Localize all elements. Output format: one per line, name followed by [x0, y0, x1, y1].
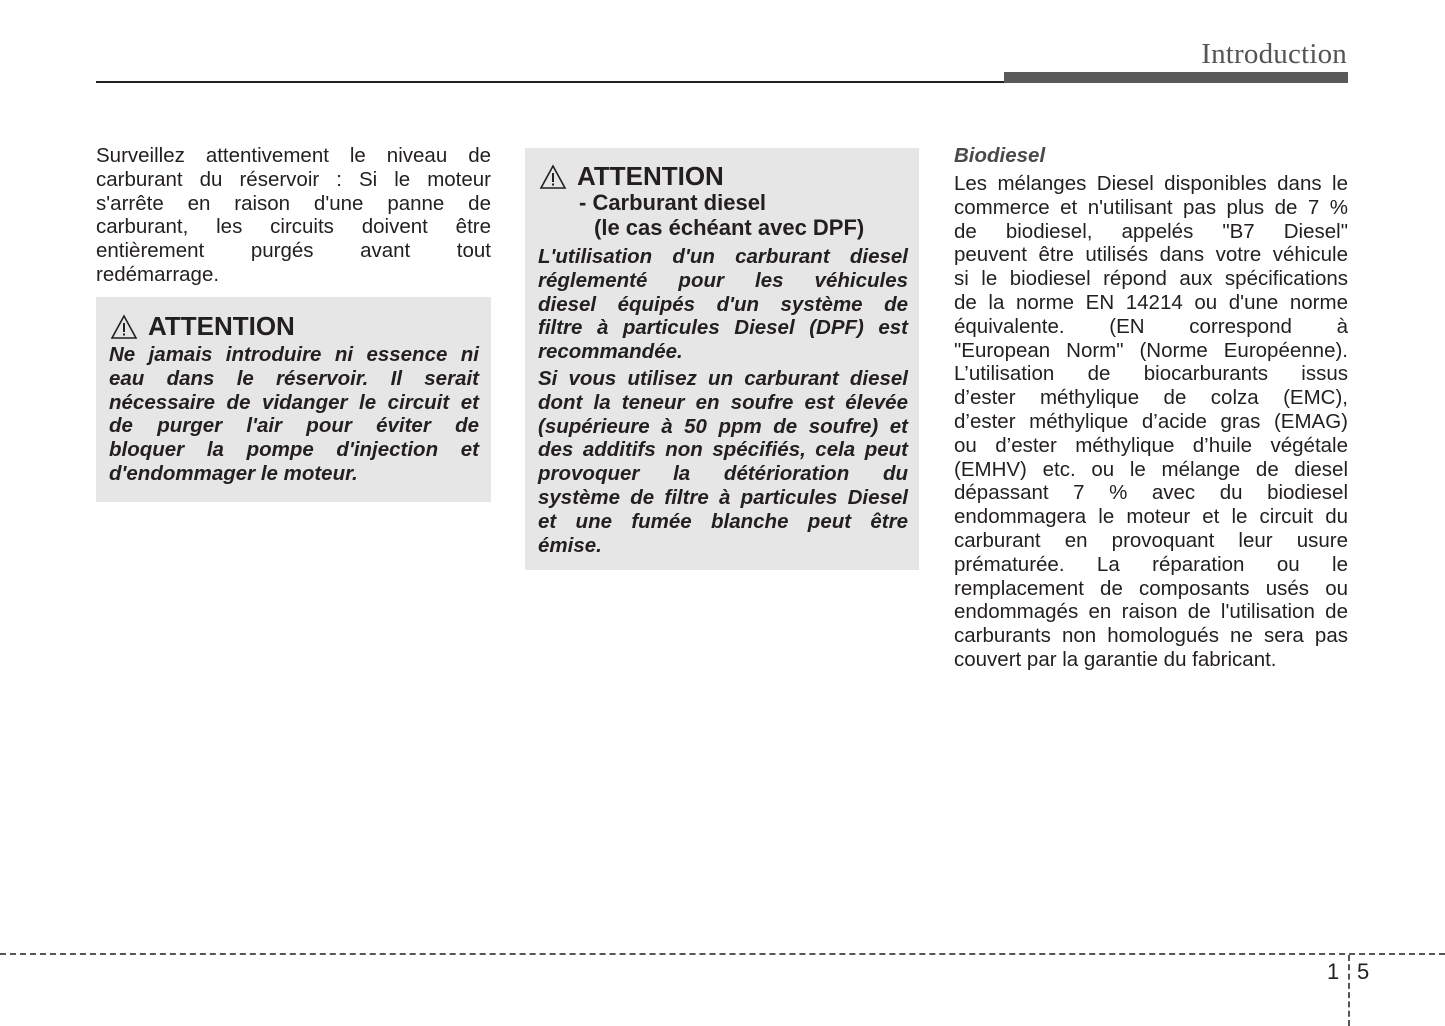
text-line: commerce et n'utilisant pas plus de 7 % — [954, 195, 1348, 219]
text-line: prématurée. La réparation ou le — [954, 552, 1348, 576]
text-line: des additifs non spécifiés, cela peut — [538, 438, 908, 462]
text-line: bloquer la pompe d'injection et — [109, 438, 479, 462]
text-line: Si vous utilisez un carburant diesel — [538, 367, 908, 390]
text-line: diesel équipés d'un système de — [538, 292, 908, 316]
text-line: équivalente. (EN correspond à — [954, 314, 1348, 338]
text-line: de purger l'air pour éviter de — [109, 414, 479, 438]
footer-dashed-divider — [1348, 955, 1350, 1026]
footer-dashed-rule — [0, 953, 1445, 955]
text-line: peuvent être utilisés dans votre véhicule — [954, 243, 1348, 267]
text-line: endommagés en raison de l'utilisation de — [954, 600, 1348, 624]
text-line: ou d’ester méthylique d’huile végétale — [954, 433, 1348, 457]
text-line: de biodiesel, appelés "B7 Diesel" — [954, 219, 1348, 243]
text-line: carburants non homologués ne sera pas — [954, 624, 1348, 648]
text-line: "European Norm" (Norme Européenne). — [954, 338, 1348, 362]
warning-subtitle: (le cas échéant avec DPF) — [594, 215, 865, 240]
text-line: (EMHV) etc. ou le mélange de diesel — [954, 457, 1348, 481]
text-line: redémarrage. — [96, 262, 220, 286]
text-line: entièrement purgés avant tout — [96, 239, 491, 263]
text-line: Les mélanges Diesel disponibles dans le — [954, 172, 1348, 195]
text-line: s'arrête en raison d'une panne de — [96, 191, 491, 215]
text-line: remplacement de composants usés ou — [954, 576, 1348, 600]
text-line: endommagera le moteur et le circuit du — [954, 505, 1348, 529]
text-line: réglementé pour les véhicules — [538, 268, 908, 292]
text-line: eau dans le réservoir. Il serait — [109, 366, 479, 390]
warning-title: ATTENTION — [148, 311, 295, 341]
header-accent-bar — [1004, 72, 1348, 83]
text-line: dépassant 7 % avec du biodiesel — [954, 481, 1348, 505]
text-line: et une fumée blanche peut être — [538, 509, 908, 533]
section-heading: Biodiesel — [954, 144, 1046, 167]
text-line: d'endommager le moteur. — [109, 461, 358, 485]
text-line: carburant, les circuits doivent être — [96, 215, 491, 239]
text-line: d’ester méthylique d’acide gras (EMAG) — [954, 409, 1348, 433]
warning-header — [539, 161, 724, 192]
text-line: carburant du réservoir : Si le moteur — [96, 167, 491, 191]
text-line: filtre à particules Diesel (DPF) est — [538, 316, 908, 340]
warning-paragraph-1 — [538, 245, 908, 364]
text-line: provoquer la détérioration du — [538, 462, 908, 486]
text-line: dont la teneur en soufre est élevée — [538, 390, 908, 414]
text-line: émise. — [538, 533, 602, 557]
text-line: d’ester méthylique de colza (EMC), — [954, 386, 1348, 410]
text-line: nécessaire de vidanger le circuit et — [109, 390, 479, 414]
text-line: si le biodiesel répond aux spécifications — [954, 267, 1348, 291]
header-rule — [96, 81, 1006, 83]
warning-box-fuel — [96, 297, 491, 502]
text-line: de la norme EN 14214 ou d'une norme — [954, 290, 1348, 314]
warning-paragraph-2 — [538, 367, 908, 557]
chapter-number: 1 — [1327, 959, 1340, 984]
warning-text — [109, 343, 479, 486]
text-line: (supérieure à 50 ppm de soufre) et — [538, 414, 908, 438]
warning-header — [110, 311, 295, 342]
text-line: Surveillez attentivement le niveau de — [96, 144, 491, 167]
text-line: système de filtre à particules Diesel — [538, 485, 908, 509]
page-header-title: Introduction — [1201, 38, 1347, 70]
page-number: 5 — [1357, 959, 1370, 984]
warning-triangle-icon — [539, 164, 567, 190]
text-line: L'utilisation d'un carburant diesel — [538, 245, 908, 268]
warning-subtitle: - Carburant diesel — [579, 190, 767, 215]
text-line: recommandée. — [538, 340, 683, 364]
text-line: Ne jamais introduire ni essence ni — [109, 343, 479, 366]
biodiesel-paragraph — [954, 172, 1348, 672]
warning-box-diesel — [525, 148, 919, 570]
warning-triangle-icon — [110, 314, 138, 340]
text-line: L’utilisation de biocarburants issus — [954, 362, 1348, 386]
warning-title: ATTENTION — [577, 161, 724, 191]
left-paragraph — [96, 144, 491, 287]
text-line: couvert par la garantie du fabricant. — [954, 647, 1277, 671]
text-line: carburant en provoquant leur usure — [954, 528, 1348, 552]
